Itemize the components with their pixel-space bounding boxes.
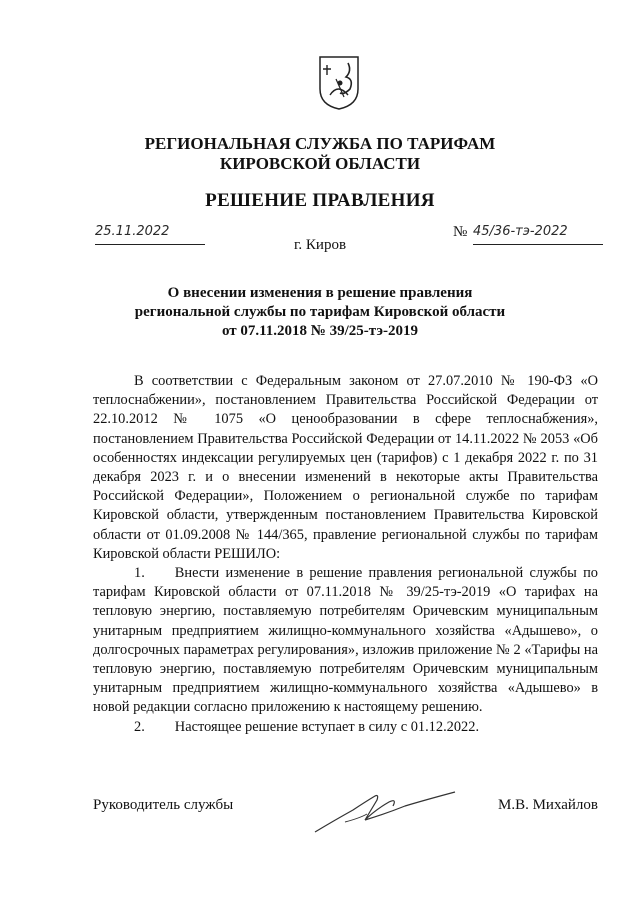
document-type-heading: РЕШЕНИЕ ПРАВЛЕНИЯ xyxy=(205,190,435,211)
org-name-line1: РЕГИОНАЛЬНАЯ СЛУЖБА ПО ТАРИФАМ xyxy=(144,134,496,153)
subject-line2: региональной службы по тарифам Кировской области xyxy=(134,304,506,320)
handwritten-date: 25.11.2022 xyxy=(95,222,205,245)
list-item-number: 2. xyxy=(134,718,145,735)
signature-icon xyxy=(305,780,465,840)
list-item-1 xyxy=(93,564,598,718)
preamble-paragraph: В соответствии с Федеральным законом от 27.07.2010 № 190-ФЗ «О теплоснабжении», постановлением Правительства Российской Федерации от 22.10.2012 № 1075 «О ценообразовании в сфере теплоснабжения», постановлением Правительства Российской Федерации от 14.11.2022 № 2053 «Об особенностях индексации регулируемых цен (тарифов) с 1 декабря 2022 г. по 31 декабря 2023 г. и о внесении изменений в некоторые акты Правительства Российской Федерации», Положением о региональной службе по тарифам Кировской области, утвержденным постановлением Правительства Кировской области от 01.09.2008 № 144/365, правление региональной службы по тарифам Кировской области РЕШИЛО: xyxy=(93,373,598,562)
list-item-text: Настоящее решение вступает в силу с 01.12.2022. xyxy=(174,718,480,735)
signatory-name: М.В. Михайлов xyxy=(497,797,598,813)
org-name-line2: КИРОВСКОЙ ОБЛАСТИ xyxy=(219,154,421,173)
list-item-text: Внести изменение в решение правления региональной службы по тарифам Кировской области от 07.11.2018 № 39/25-тэ-2019 «О тарифах на тепловую энергию, поставляемую потребителям Оричевским муниципальным унитарным предприятием жилищно-коммунального хозяйства «Адышево», о долгосрочных параметрах регулирования», изложив приложение № 2 «Тарифы на тепловую энергию, поставляемую потребителям Оричевским муниципальным унитарным предприятием жилищно-коммунального хозяйства «Адышево» в новой редакции согласно приложению к настоящему решению. xyxy=(93,565,598,716)
number-sign: № xyxy=(453,224,468,240)
signatory-position: Руководитель службы xyxy=(93,797,234,813)
city-label: г. Киров xyxy=(293,237,347,253)
coat-of-arms-icon xyxy=(318,55,360,111)
list-item-number: 1. xyxy=(134,565,145,582)
list-item-2 xyxy=(93,718,598,737)
document-body xyxy=(93,372,598,737)
subject-heading xyxy=(100,284,540,341)
subject-line1: О внесении изменения в решение правления xyxy=(167,285,473,301)
handwritten-number: 45/36-тэ-2022 xyxy=(473,222,603,245)
subject-line3: от 07.11.2018 № 39/25-тэ-2019 xyxy=(221,323,419,339)
